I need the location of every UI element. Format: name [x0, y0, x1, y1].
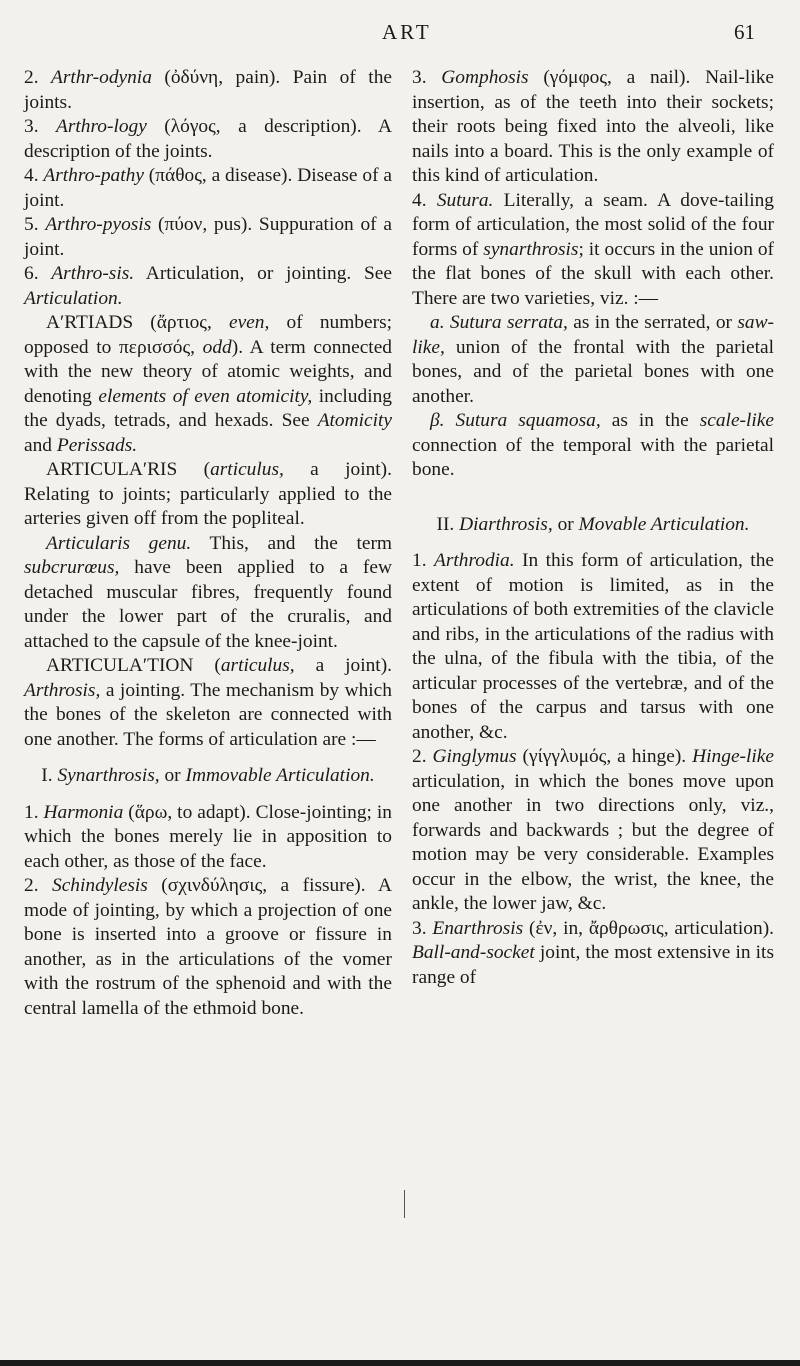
- entry-ginglymus: 2. Ginglymus (γίγγλυμός, a hinge). Hinge-like articulation, in which the bones move upon one another in two directions only, viz., forwards and backwards ; but the degree of motion may be very considerable. Examples occur in the elbow, the wrist, the knee, the ankle, the lower jaw, &c.: [412, 746, 774, 914]
- bottom-edge: [0, 1360, 800, 1366]
- entry-artiads: A′RTIADS (ἄρτιος, even, of numbers; opposed to περισσός, odd). A term connected with the new theory of atomic weights, and denoting elements of even atomicity, including the dyads, tetrads, and hexads. See Atomicity and Perissads.: [24, 312, 392, 456]
- column-rule: [404, 1190, 405, 1218]
- running-head: ART: [382, 20, 432, 44]
- entry-arthrology: 3. Arthro-logy (λόγος, a description). A description of the joints.: [24, 116, 392, 162]
- page-header: [0, 16, 800, 46]
- entry-arthropathy: 4. Arthro-pathy (πάθος, a disease). Disease of a joint.: [24, 165, 392, 211]
- entry-arthrosis: 6. Arthro-sis. Articulation, or jointing. See Articulation.: [24, 263, 393, 309]
- entry-gomphosis: 3. Gomphosis (γόμφος, a nail). Nail-like insertion, as of the teeth into their sockets; their roots being fixed into the alveoli, like nails into a board. This is the only example of this kind of articulation.: [412, 67, 775, 186]
- entry-arthrodynia: 2. Arthr-odynia (ὀδύνη, pain). Pain of the joints.: [24, 67, 392, 113]
- entry-enarthrosis: 3. Enarthrosis (ἐν, in, ἄρθρωσις, articulation). Ball-and-socket joint, the most extensive in its range of: [412, 917, 774, 988]
- entry-sutura-squamosa: β. Sutura squamosa, as in the scale-like connection of the temporal with the parietal bone.: [412, 410, 774, 480]
- entry-arthropyosis: 5. Arthro-pyosis (πύον, pus). Suppuration of a joint.: [24, 214, 392, 260]
- entry-schindylesis: 2. Schindylesis (σχινδύλησις, a fissure). A mode of jointing, by which a projection of one bone is inserted into a groove or fissure in another, as in the articulations of the vomer with the rostrum of the sphenoid and with the central lamella of the ethmoid bone.: [24, 875, 392, 1019]
- left-column: [24, 66, 392, 1021]
- entry-sutura: 4. Sutura. Literally, a seam. A dove-tailing form of articulation, the most solid of the four forms of synarthrosis; it occurs in the union of the flat bones of the skull with each other. There are two varieties, viz. :—: [412, 189, 774, 309]
- entry-sutura-serrata: a. Sutura serrata, as in the serrated, or saw-like, union of the frontal with the parietal bones, and of the parietal bones with one another.: [412, 312, 775, 407]
- entry-articularis: ARTICULA′RIS (articulus, a joint). Relating to joints; particularly applied to the arteries given off from the popliteal.: [24, 459, 392, 529]
- section-diarthrosis: II. Diarthrosis, or Movable Articulation.: [436, 513, 750, 535]
- entry-arthrodia: 1. Arthrodia. In this form of articulation, the extent of motion is limited, as in the articulations of both extremities of the clavicle and ribs, in the articulations of the radius with the ulna, of the fibula with the tibia, of the articular processes of the vertebræ, and of the bones of the carpus and tarsus with one another, &c.: [412, 550, 774, 743]
- section-synarthrosis: I. Synarthrosis, or Immovable Articulation.: [41, 765, 375, 786]
- right-column: [412, 66, 774, 990]
- entry-articulation: ARTICULA′TION (articulus, a joint). Arthrosis, a jointing. The mechanism by which the bones of the skeleton are connected with one another. The forms of articulation are :—: [24, 655, 392, 750]
- page-number: 61: [734, 20, 755, 44]
- entry-articularis-genu: Articularis genu. This, and the term subcrurœus, have been applied to a few detached muscular fibres, frequently found under the lower part of the cruralis, and attached to the capsule of the knee-joint.: [24, 532, 392, 652]
- entry-harmonia: 1. Harmonia (ἅρω, to adapt). Close-jointing; in which the bones merely lie in apposition to each other, as those of the face.: [24, 801, 392, 872]
